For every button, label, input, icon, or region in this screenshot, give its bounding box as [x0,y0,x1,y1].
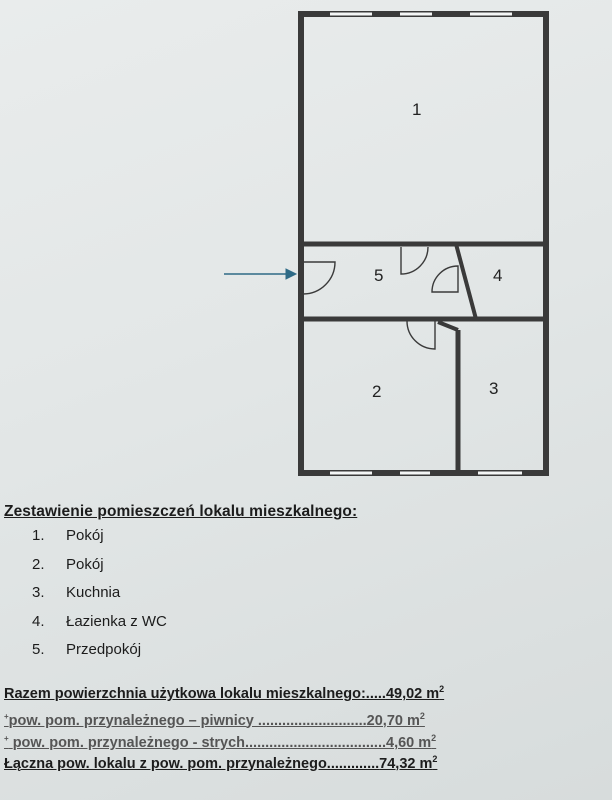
room-label-5: 5 [374,266,384,285]
unit-exponent: 2 [419,710,425,721]
basement-area-row: +pow. pom. przynależnego – piwnicy ...........................20,70 $m^2$ [4,710,425,729]
list-item: 1. Pokój [32,527,104,544]
rooms-heading: Zestawienie pomieszczeń lokalu mieszkalnego: [4,503,358,520]
room-label-1: 1 [412,100,422,119]
basement-area-value: 20,70 m [366,712,420,729]
unit-exponent: 2 [431,733,437,744]
attic-area-row: + pow. pom. przynależnego - strych...................................4,60 $m^2$ [4,733,437,751]
door-room2 [407,321,435,349]
walls [301,14,546,473]
total-area-value: 74,32 m [379,755,433,772]
room-label-3: 3 [489,379,499,398]
list-item: 4. Łazienka z WC [32,612,167,630]
total-area-row [4,754,534,777]
room-label-4: 4 [493,266,503,285]
attic-area-value: 4,60 m [386,735,432,751]
doors [303,247,458,349]
list-item: 3. Kuchnia [32,584,121,601]
unit-exponent: 2 [439,684,445,695]
door-room1 [401,247,428,274]
area-summary [4,684,534,776]
rooms-list [32,526,167,669]
list-item: 2. Pokój [32,555,104,573]
entrance-door [303,262,335,294]
unit-exponent: 2 [432,753,438,764]
total-area-label: Łączna pow. lokalu z pow. pom. przynależnego............. [4,755,380,772]
usable-area-label: Razem powierzchnia użytkowa lokalu mieszkalnego:..... [4,686,386,702]
basement-area-label: pow. pom. przynależnego – piwnicy ........................... [8,712,367,729]
door-bathroom [432,266,458,292]
wall-bathroom [456,244,476,319]
usable-area-value: 49,02 m [385,686,440,702]
list-item: 5. Przedpokój [32,641,142,658]
attic-area-label: pow. pom. przynależnego - strych................................... [12,735,387,751]
usable-area-row [4,684,534,707]
room-label-2: 2 [372,382,382,401]
arrow-right-icon [224,269,296,279]
